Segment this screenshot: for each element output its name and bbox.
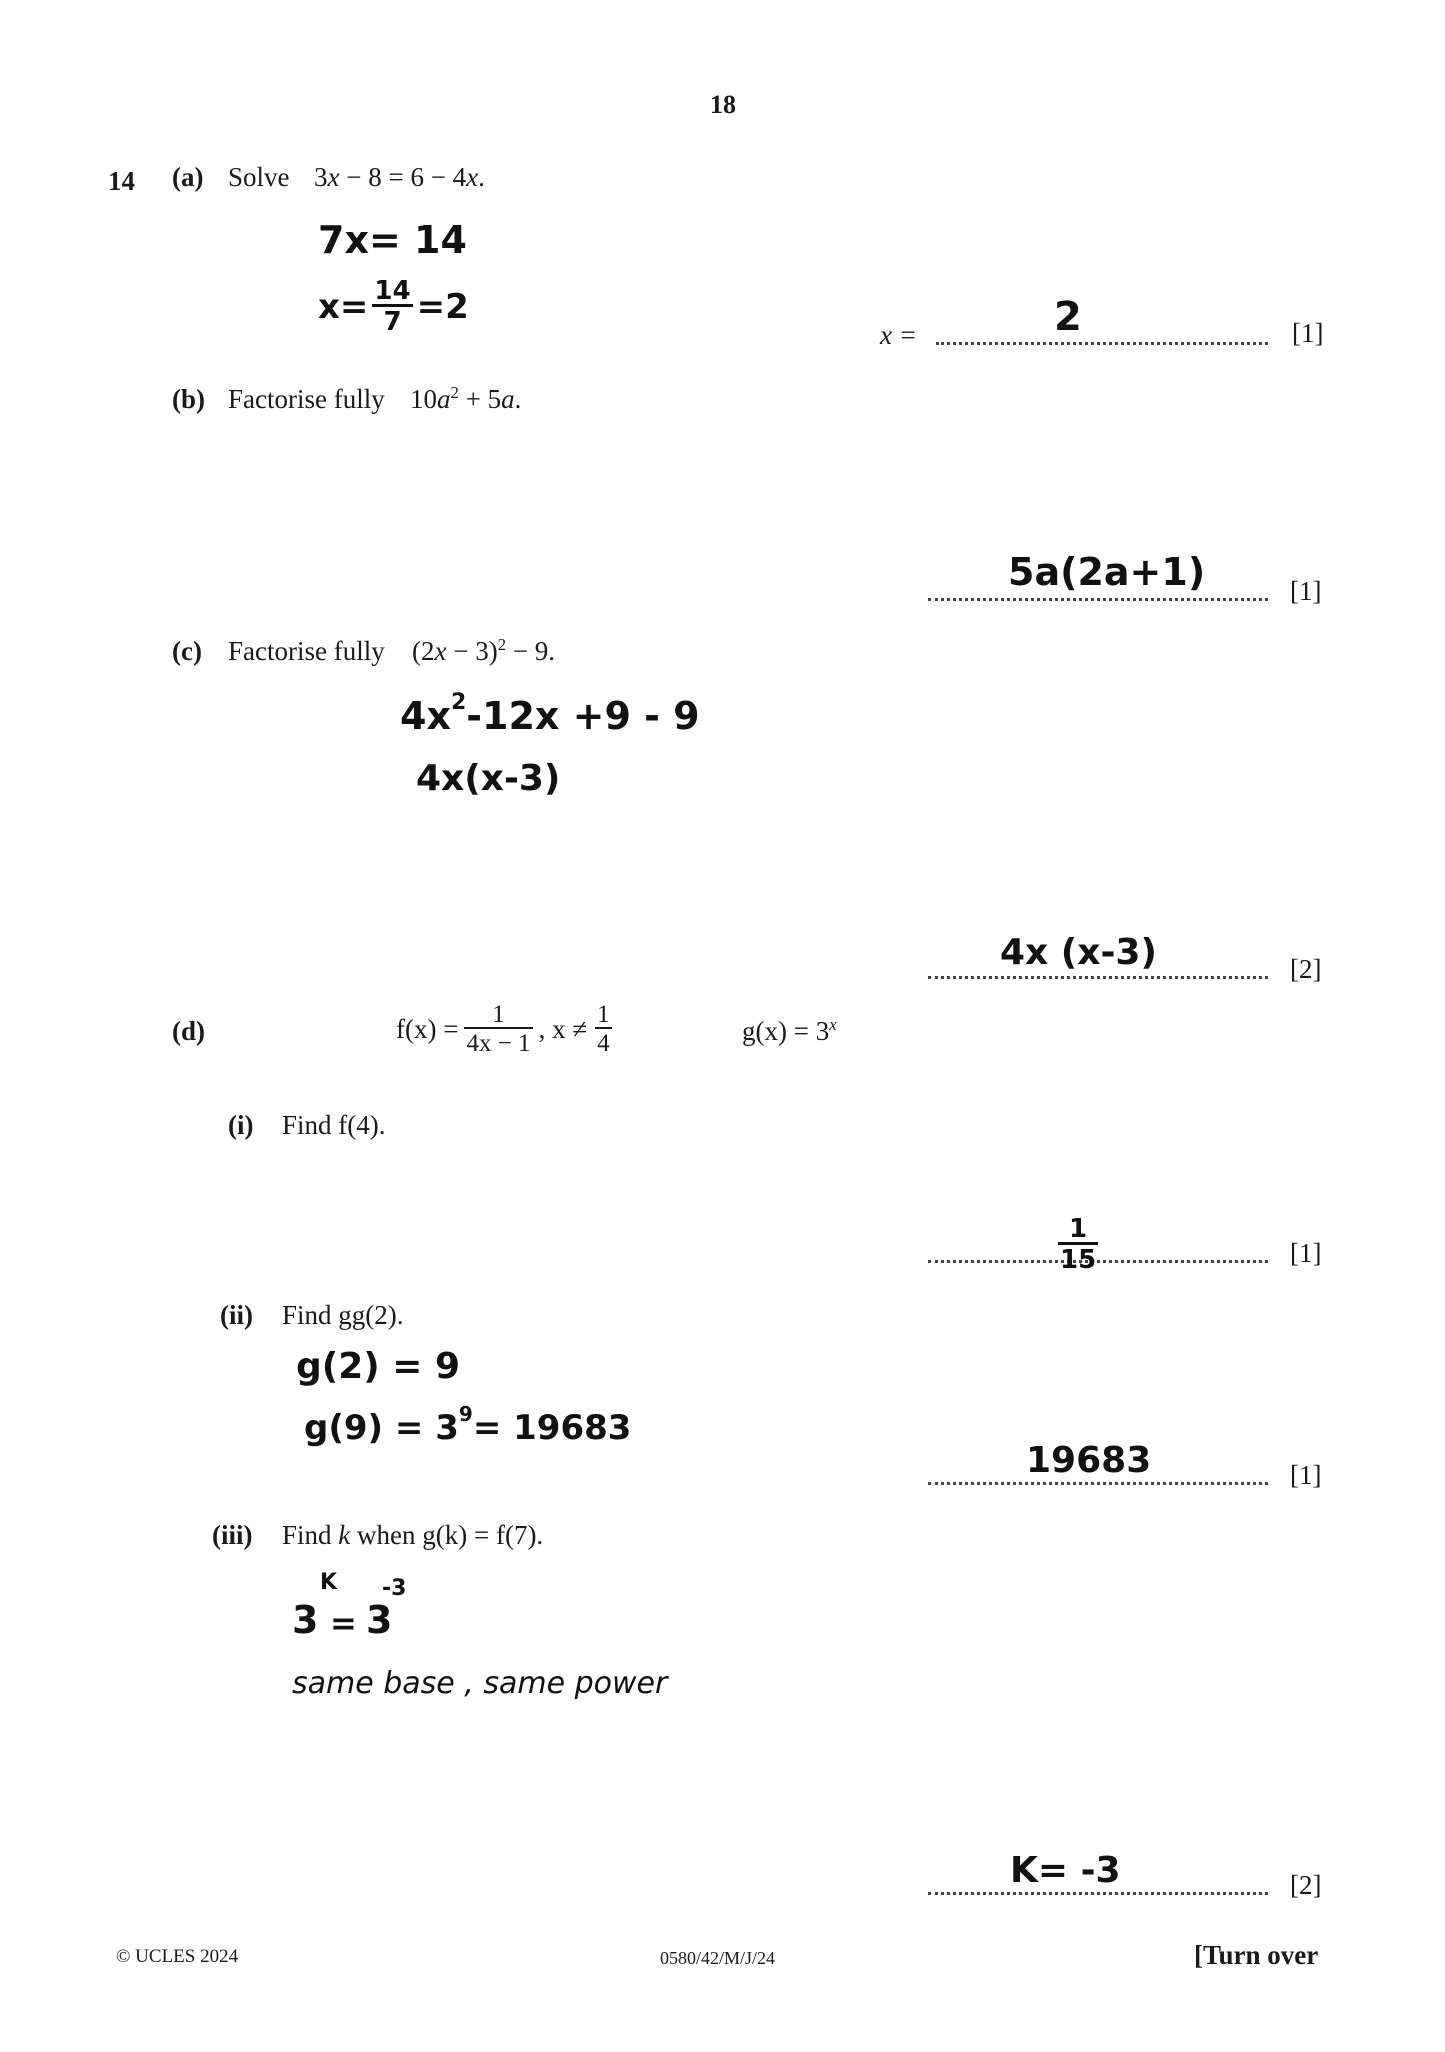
- function-g-definition: $g(x) = 3^x$: [742, 1014, 837, 1046]
- part-d-label: (d): [172, 1016, 205, 1046]
- part-c-answer-line[interactable]: [928, 976, 1268, 979]
- part-d-ii-label: (ii): [220, 1300, 253, 1330]
- iii-base-left: 3: [292, 1598, 319, 1642]
- part-a-label: (a): [172, 162, 204, 192]
- part-d-i-answer: $\frac{1}{15}$: [1060, 1214, 1097, 1275]
- page-number: 18: [710, 90, 736, 119]
- iii-base-right: 3: [366, 1598, 393, 1642]
- part-d-ii-marks: [1]: [1290, 1460, 1322, 1490]
- part-a-answer-line[interactable]: [936, 342, 1268, 345]
- part-d-ii-answer: 19683: [1026, 1440, 1152, 1481]
- condition-fraction: $\frac{1}{4}$: [597, 1001, 610, 1057]
- iii-exp-right: -3: [382, 1576, 407, 1601]
- footer-turn-over: [Turn over: [1194, 1940, 1319, 1970]
- iii-exp-left: K: [320, 1570, 338, 1595]
- part-c-prompt: Factorise fully: [228, 636, 385, 666]
- part-a-equation: 3x − 8 = 6 − 4x.: [314, 162, 485, 192]
- part-c-marks: [2]: [1290, 954, 1322, 984]
- part-c-working-line1: $4x^2-12x +9 - 9$: [400, 690, 700, 738]
- part-a-answer: 2: [1054, 294, 1082, 340]
- function-f-fraction: $\frac{1}{4x - 1}$: [466, 1001, 531, 1057]
- part-d-ii-prompt: Find gg(2).: [282, 1300, 404, 1330]
- part-d-ii-working-line1: g(2) = 9: [296, 1346, 461, 1387]
- part-a-answer-prefix: x =: [880, 320, 917, 350]
- part-d-ii-answer-line[interactable]: [928, 1482, 1268, 1485]
- part-b-answer-line[interactable]: [928, 598, 1268, 601]
- part-c-label: (c): [172, 636, 202, 666]
- part-d-i-prompt: Find f(4).: [282, 1110, 386, 1140]
- part-b-label: (b): [172, 384, 205, 414]
- part-d-iii-note: same base , same power: [292, 1666, 668, 1701]
- function-f-definition: f(x) = $\frac{1}{4x - 1}$ , x ≠ $\frac{1}{4}$: [396, 1001, 610, 1057]
- part-a-working-line2: x= $\frac{14}{7}$ =2: [318, 276, 469, 337]
- part-d-iii-prompt: Find k when g(k) = f(7).: [282, 1520, 544, 1550]
- part-b-marks: [1]: [1290, 576, 1322, 606]
- footer-copyright: © UCLES 2024: [116, 1946, 239, 1967]
- part-a-working-line1: 7x= 14: [318, 218, 467, 262]
- part-d-iii-answer: K= -3: [1010, 1850, 1121, 1891]
- part-b-prompt: Factorise fully: [228, 384, 385, 414]
- part-d-i-marks: [1]: [1290, 1238, 1322, 1268]
- part-a-prompt: Solve: [228, 162, 290, 192]
- iii-equals: =: [330, 1604, 357, 1642]
- part-d-i-label: (i): [228, 1110, 254, 1140]
- part-c-working-line2: 4x(x-3): [416, 758, 561, 799]
- part-d-iii-label: (iii): [212, 1520, 253, 1550]
- part-a-working-fraction: $\frac{14}{7}$: [374, 276, 411, 337]
- question-number: 14: [108, 166, 135, 196]
- part-c-answer: 4x (x-3): [1000, 932, 1157, 973]
- part-d-iii-answer-line[interactable]: [928, 1892, 1268, 1895]
- part-d-iii-marks: [2]: [1290, 1870, 1322, 1900]
- part-b-expression: $10a^2 + 5a$.: [410, 382, 522, 414]
- footer-paper-code: 0580/42/M/J/24: [660, 1948, 776, 1968]
- part-a-marks: [1]: [1292, 318, 1324, 348]
- part-c-expression: $(2x - 3)^2 - 9$.: [412, 634, 556, 666]
- part-d-ii-working-line2: $g(9) = 3^9= 19683$: [304, 1402, 632, 1448]
- part-b-answer: 5a(2a+1): [1008, 550, 1206, 594]
